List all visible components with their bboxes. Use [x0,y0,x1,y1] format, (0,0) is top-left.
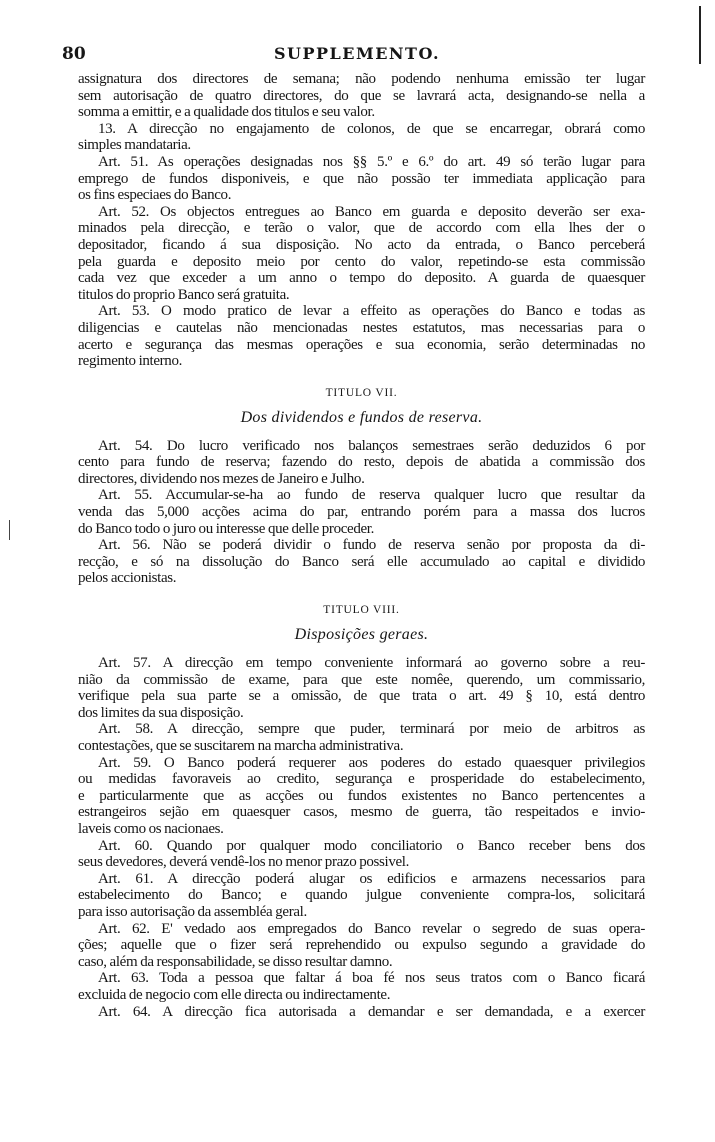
text-line: ções; aquelle que o fizer será reprehendido ou expulso segundo a gravidade do [78,937,645,954]
text-line: regimento interno. [78,353,183,370]
text-line: simples mandataria. [78,137,191,154]
text-line: cada vez que exceder a um anno o tempo do deposito. A guarda de quaesquer [78,270,645,287]
text-line: venda das 5,000 acções acima do par, entrando porém para a massa dos lucros [78,504,645,521]
section-heading: TITULO VII. [325,386,398,399]
paragraph [78,71,645,121]
paragraph [78,487,645,537]
page-number: 80 [62,44,86,64]
paragraph [78,871,645,921]
text-line: assignatura dos directores de semana; não podendo nenhuma emissão ter lugar [78,71,645,87]
text-line: laveis como os nacionaes. [78,820,224,837]
section-subheading: Disposições geraes. [294,626,429,644]
text-line: minados pela direcção, e terão o valor, que de accordo com ella lhes der o [78,220,645,237]
text-line: cento para fundo de reserva; fazendo do resto, depois de abatida a commissão dos [78,454,645,471]
text-line: caso, além da responsabilidade, se disso resultar damno. [78,953,393,970]
text-line: recção, e só na dissolução do Banco será elle accumulado ao capital e dividido [78,553,645,570]
text-line: Art. 61. A direcção poderá alugar os edificios e armazens necessarios para [98,870,645,887]
text-line: excluida de negocio com elle directa ou indirectamente. [78,986,391,1003]
paragraph [78,838,645,871]
text-line: emprego de fundos disponiveis, e que não possão ter immediata applicação para [78,170,645,187]
paragraph [78,655,645,721]
text-line: diligencias e cautelas não mencionadas nestes estatutos, mas necessarias para o [78,319,645,336]
section-subheading: Dos dividendos e fundos de reserva. [240,408,483,426]
text-line: Art. 53. O modo pratico de levar a effeito as operações do Banco e todas as [98,303,645,320]
paragraph [78,121,645,154]
text-line: Art. 55. Accumular-se-ha ao fundo de reserva qualquer lucro que resultar da [98,487,645,504]
text-line: pela guarda e deposito meio por cento do valor, repetindo-se esta commissão [78,253,645,270]
paragraph [78,204,645,304]
text-line: seus devedores, deverá vendê-los no menor prazo possivel. [78,854,410,871]
text-line: depositador, ficando á sua disposição. No acto da entrada, o Banco perceberá [78,236,645,253]
text-line: 13. A direcção no engajamento de colonos, de que se encarregar, obrará como [98,120,645,137]
text-line: estrangeiros sejão em quaesquer casos, mesmo de guerra, tão respeitados e invio- [78,804,645,821]
text-line: e particularmente que as acções ou fundos existentes no Banco pertencentes a [78,787,645,804]
scan-margin-tick [9,520,10,540]
paragraph [78,970,645,1003]
text-line: Art. 56. Não se poderá dividir o fundo de reserva senão por proposta da di- [98,537,645,554]
text-line: Art. 59. O Banco poderá requerer aos poderes do estado quaesquer privilegios [98,754,645,771]
text-line: acerto e segurança das mesmas operações e sua economia, serão determinadas no [78,336,645,353]
text-line: dos limites da sua disposição. [78,704,244,721]
text-line: Art. 60. Quando por qualquer modo conciliatorio o Banco receber bens dos [98,837,645,854]
text-line: directores, dividendo nos mezes de Janeiro e Julho. [78,470,365,487]
text-line: titulos do proprio Banco será gratuita. [78,286,290,303]
text-line: ou medidas favoraveis ao credito, segurança e prosperidade do estabelecimento, [78,771,645,788]
text-line: do Banco todo o juro ou interesse que delle proceder. [78,520,375,537]
paragraph [78,438,645,488]
text-line: estabelecimento do Banco; e quando julgue conveniente compra-los, solicitará [78,887,645,904]
paragraph [78,721,645,754]
body-text [78,71,645,1020]
text-line: Art. 52. Os objectos entregues ao Banco em guarda e deposito deverão ser exa- [98,203,645,220]
scan-margin-mark [699,6,701,64]
text-line: nião da commissão de exame, para que este nomêe, querendo, um commissario, [78,671,645,688]
paragraph [78,755,645,838]
text-line: Art. 64. A direcção fica autorisada a demandar e ser demandada, e a exercer [98,1003,645,1020]
paragraph [78,921,645,971]
paragraph [78,303,645,369]
text-line: Art. 57. A direcção em tempo conveniente informará ao governo sobre a reu- [98,655,645,672]
text-line: somma a emittir, e a qualidade dos titulos e seu valor. [78,104,375,121]
text-line: sem autorisação de quatro directores, do que se lavrará acta, designando-se nella a [78,87,645,104]
paragraph [78,1004,645,1021]
text-line: Art. 58. A direcção, sempre que puder, terminará por meio de arbitros as [98,721,645,738]
text-line: contestações, que se suscitarem na marcha administrativa. [78,738,404,754]
text-line: para isso autorisação da assembléa geral. [78,903,307,920]
paragraph [78,537,645,587]
text-line: Art. 54. Do lucro verificado nos balanços semestraes serão deduzidos 6 por [98,437,645,454]
page-header [62,44,652,66]
paragraph [78,154,645,204]
text-line: Art. 62. E' vedado aos empregados do Banco revelar o segredo de suas opera- [98,920,645,937]
text-line: os fins especiaes do Banco. [78,187,232,204]
text-line: pelos accionistas. [78,570,177,587]
text-line: verifique pela sua parte se a omissão, de que trata o art. 49 § 10, está dentro [78,688,645,705]
text-line: Art. 51. As operações designadas nos §§ 5.º e 6.º do art. 49 só terão lugar para [98,153,645,170]
text-line: Art. 63. Toda a pessoa que faltar á boa fé nos seus tratos com o Banco ficará [98,970,645,987]
running-title: SUPPLEMENTO. [273,44,441,63]
section-heading: TITULO VIII. [323,604,400,617]
